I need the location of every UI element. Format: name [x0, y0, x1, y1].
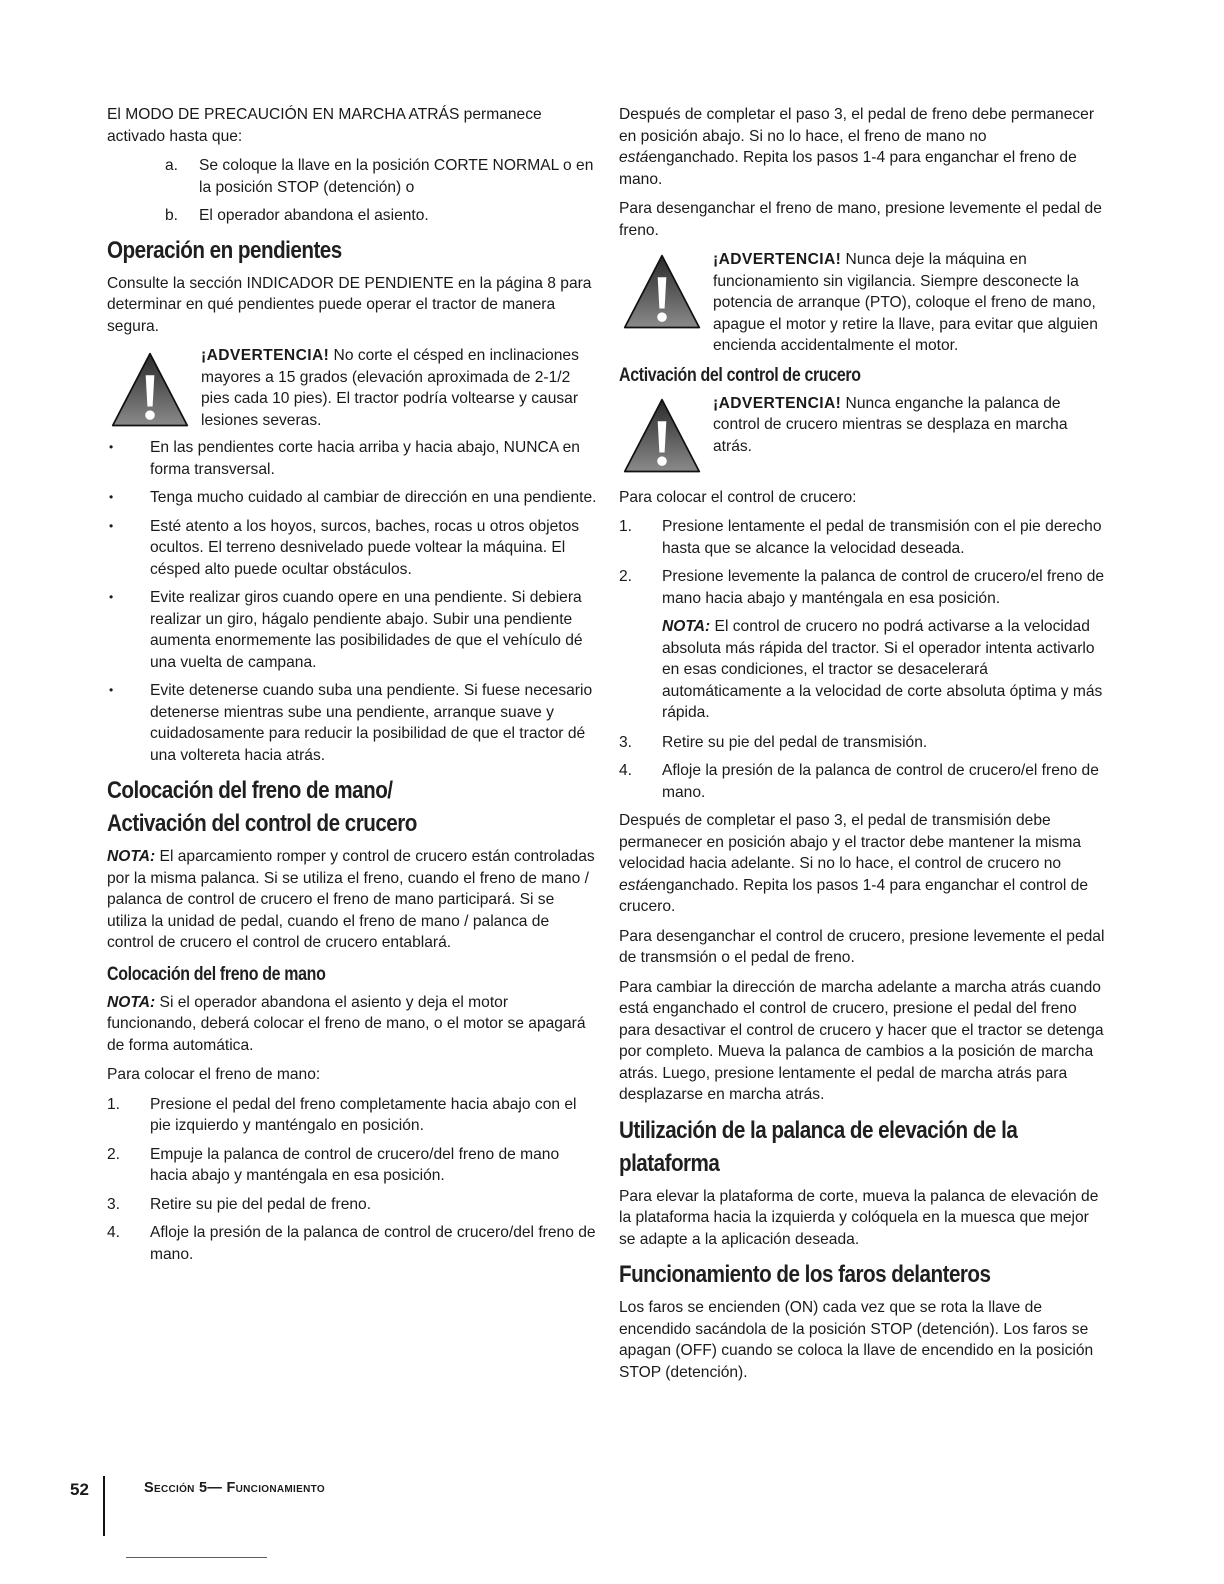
disengage-brake-text: Para desenganchar el freno de mano, presione levemente el pedal de freno. — [619, 200, 1102, 239]
step-marker: 4. — [619, 762, 633, 779]
list-item — [107, 437, 597, 480]
step-text: Presione levemente la palanca de control de crucero/el freno de mano hacia abajo y manténgala en esa posición. — [662, 568, 1105, 607]
step-marker: 1. — [619, 518, 633, 535]
cruise-steps — [619, 516, 1109, 609]
disengage-cruise-text: Para desenganchar el control de crucero, presione levemente el pedal de transmsión o el pedal de freno. — [619, 927, 1105, 966]
italic-word: está — [619, 876, 649, 894]
list-item-text: El operador abandona el asiento. — [199, 207, 429, 224]
nota-paragraph-2 — [107, 992, 597, 1057]
list-item-text: Tenga mucho cuidado al cambiar de dirección en una pendiente. — [150, 489, 597, 506]
lights-text: Los faros se encienden (ON) cada vez que se rota la llave de encendido sacándola de la posición STOP (detención). Los faros se apagan (OFF) cuando se coloca la llave de encendido en la posición STOP (detención). — [619, 1299, 1094, 1381]
bullet-marker: • — [109, 590, 114, 604]
nota-text: El control de crucero no podrá activarse a la velocidad absoluta más rápida del tractor. Si el operador intenta activarlo en esas condiciones, el tractor se desacelerará automáticamente a la velocidad de corte absoluta óptima y más rápida. — [662, 618, 1103, 721]
cruise-warning-text — [713, 393, 1109, 458]
step-text: Presione el pedal del freno completamente hacia abajo con el pie izquierdo y manténgalo en posición. — [150, 1095, 577, 1134]
reverse-caution-list — [107, 155, 597, 227]
nota-text: Si el operador abandona el asiento y deja el motor funcionando, deberá colocar el freno de mano, o el motor se apagará de forma automática. — [107, 993, 586, 1054]
footer-divider — [103, 1476, 105, 1536]
warning-body: No corte el césped en inclinaciones mayores a 15 grados (elevación aproximada de 2-1/2 pies cada 10 pies). El tractor podría voltearse y causar lesiones severas. — [201, 347, 579, 429]
text-part: Después de completar el paso 3, el pedal de freno debe permanecer en posición abajo. Si no lo hace, el freno de mano no — [619, 106, 1095, 145]
warning-triangle-icon — [107, 351, 193, 429]
list-marker: b. — [165, 207, 179, 224]
after-brake-step-text — [619, 104, 1109, 190]
warning-label: ¡ADVERTENCIA! — [713, 394, 842, 412]
list-item — [107, 1194, 597, 1216]
list-item — [619, 566, 1109, 609]
slopes-heading: Operación en pendientes — [107, 236, 342, 264]
step-marker: 2. — [619, 568, 633, 585]
brake-heading-line2: Activación del control de crucero — [107, 810, 417, 837]
brake-intro: Para colocar el freno de mano: — [107, 1066, 321, 1083]
slope-bullets — [107, 437, 597, 766]
bullet-marker: • — [109, 683, 114, 697]
section-title: Sección 5— Funcionamiento — [144, 1480, 325, 1496]
step-marker: 4. — [107, 1224, 121, 1241]
nota-paragraph-3 — [619, 616, 1109, 724]
warning-triangle-icon — [619, 253, 705, 331]
nota-paragraph-1 — [107, 846, 597, 954]
step-text: Afloje la presión de la palanca de control de crucero/del freno de mano. — [150, 1224, 596, 1263]
bottom-rule — [126, 1557, 267, 1558]
list-item — [107, 587, 597, 673]
after-cruise-step-text — [619, 810, 1109, 918]
change-direction-text: Para cambiar la dirección de marcha adelante a marcha atrás cuando está enganchado el control de crucero, presione el pedal del freno para desactivar el control de crucero y hacer que el tractor se detenga por completo. Mueva la palanca de cambios a la posición de marcha atrás. Luego, presione lentamente el pedal de marcha atrás para desplazarse en marcha atrás. — [619, 978, 1104, 1103]
warning-body: Nunca deje la máquina en funcionamiento sin vigilancia. Siempre desconecte la potencia de arranque (PTO), coloque el freno de mano, apague el motor y retire la llave, para evitar que alguien encienda accidentalmente el motor. — [713, 251, 1098, 354]
warning-triangle-icon — [619, 397, 705, 475]
list-item — [107, 516, 597, 581]
cruise-heading: Activación del control de crucero — [619, 364, 861, 386]
slopes-heading-block — [107, 234, 597, 267]
warning-label: ¡ADVERTENCIA! — [713, 251, 842, 268]
brake-steps — [107, 1094, 597, 1266]
list-item — [619, 516, 1109, 559]
lift-heading-block — [619, 1114, 1109, 1180]
right-column — [619, 104, 1109, 1391]
lift-text: Para elevar la plataforma de corte, mueva la palanca de elevación de la plataforma hacia la izquierda y colóquela en la muesca que mejor se adapte a la aplicación deseada. — [619, 1187, 1099, 1248]
bullet-marker: • — [109, 490, 114, 504]
list-item — [107, 487, 597, 509]
step-text: Afloje la presión de la palanca de control de crucero/el freno de mano. — [662, 762, 1099, 801]
bullet-marker: • — [109, 440, 114, 454]
list-item — [619, 760, 1109, 803]
warning-body: Nunca enganche la palanca de control de crucero mientras se desplaza en marcha atrás. — [713, 394, 1068, 455]
lights-heading: Funcionamiento de los faros delanteros — [619, 1261, 991, 1288]
step-text: Presione lentamente el pedal de transmisión con el pie derecho hasta que se alcance la velocidad deseada. — [662, 518, 1102, 557]
brake-heading-line1: Colocación del freno de mano/ — [107, 777, 393, 804]
list-marker: a. — [165, 157, 179, 174]
list-item-text: Esté atento a los hoyos, surcos, baches, rocas u otros objetos ocultos. El terreno desnivelado puede voltear la máquina. El césped alto puede ocultar obstáculos. — [150, 517, 580, 578]
cruise-intro: Para colocar el control de crucero: — [619, 488, 857, 506]
unattended-warning-text — [713, 249, 1109, 357]
bullet-marker: • — [109, 518, 114, 533]
step-marker: 3. — [107, 1195, 121, 1213]
cruise-steps-continued — [619, 732, 1109, 804]
nota-label: NOTA: — [662, 618, 711, 635]
list-item-text: Se coloque la llave en la posición CORTE NORMAL o en la posición STOP (detención) o — [199, 157, 594, 196]
step-text: Retire su pie del pedal de freno. — [150, 1195, 372, 1213]
italic-word: está — [619, 149, 649, 166]
list-item-text: Evite realizar giros cuando opere en una pendiente. Si debiera realizar un giro, hágalo pendiente abajo. Subir una pendiente aumenta enormemente las posibilidades de que el vehículo dé una vuelta de campana. — [150, 589, 583, 671]
list-item-text: Evite detenerse cuando suba una pendiente. Si fuese necesario detenerse mientras sube una pendiente, arranque suave y cuidadosamente para reducir la posibilidad de que el tractor dé una voltereta hacia atrás. — [150, 682, 593, 764]
lights-heading-block — [619, 1258, 1109, 1291]
text-part: Después de completar el paso 3, el pedal de transmisión debe permanecer en posición abajo y el tractor debe mantener la misma velocidad hacia adelante. Si no lo hace, el control de crucero no — [619, 812, 1081, 872]
nota-label: NOTA: — [107, 993, 156, 1011]
step-text: Retire su pie del pedal de transmisión. — [662, 733, 928, 751]
brake-sub-heading: Colocación del freno de mano — [107, 963, 326, 985]
list-item — [107, 155, 597, 198]
lift-heading-line2: plataforma — [619, 1149, 720, 1177]
cruise-warning — [619, 393, 1109, 475]
list-item — [107, 680, 597, 766]
reverse-caution-intro: El MODO DE PRECAUCIÓN EN MARCHA ATRÁS permanece activado hasta que: — [107, 106, 542, 145]
step-marker: 3. — [619, 733, 633, 751]
slope-warning-text — [201, 345, 597, 431]
slope-warning — [107, 345, 597, 431]
slopes-text: Consulte la sección INDICADOR DE PENDIENTE en la página 8 para determinar en qué pendientes puede operar el tractor de manera segura. — [107, 274, 592, 335]
step-text: Empuje la palanca de control de crucero/del freno de mano hacia abajo y manténgala en esa posición. — [150, 1145, 560, 1184]
page-number: 52 — [70, 1480, 89, 1499]
page-footer — [70, 1476, 570, 1536]
lift-heading-line1: Utilización de la palanca de elevación de la — [619, 1116, 1018, 1144]
step-marker: 1. — [107, 1095, 121, 1113]
list-item — [107, 1094, 597, 1137]
text-part: enganchado. Repita los pasos 1-4 para enganchar el freno de mano. — [619, 149, 1077, 188]
unattended-warning — [619, 249, 1109, 357]
list-item-text: En las pendientes corte hacia arriba y hacia abajo, NUNCA en forma transversal. — [150, 439, 580, 478]
nota-text: El aparcamiento romper y control de crucero están controladas por la misma palanca. Si se utiliza el freno, cuando el freno de mano / palanca de control de crucero el freno de mano participará. Si se utiliza la unidad de pedal, cuando el freno de mano / palanca de control de crucero el control de crucero entablará. — [107, 848, 595, 951]
list-item — [619, 732, 1109, 754]
nota-label: NOTA: — [107, 848, 156, 865]
list-item — [107, 205, 597, 227]
brake-heading-block — [107, 774, 597, 840]
list-item — [107, 1222, 597, 1265]
text-part: enganchado. Repita los pasos 1-4 para enganchar el control de crucero. — [619, 876, 1089, 915]
left-column — [107, 104, 597, 1272]
list-item — [107, 1144, 597, 1187]
step-marker: 2. — [107, 1145, 121, 1163]
warning-label: ¡ADVERTENCIA! — [201, 347, 330, 364]
